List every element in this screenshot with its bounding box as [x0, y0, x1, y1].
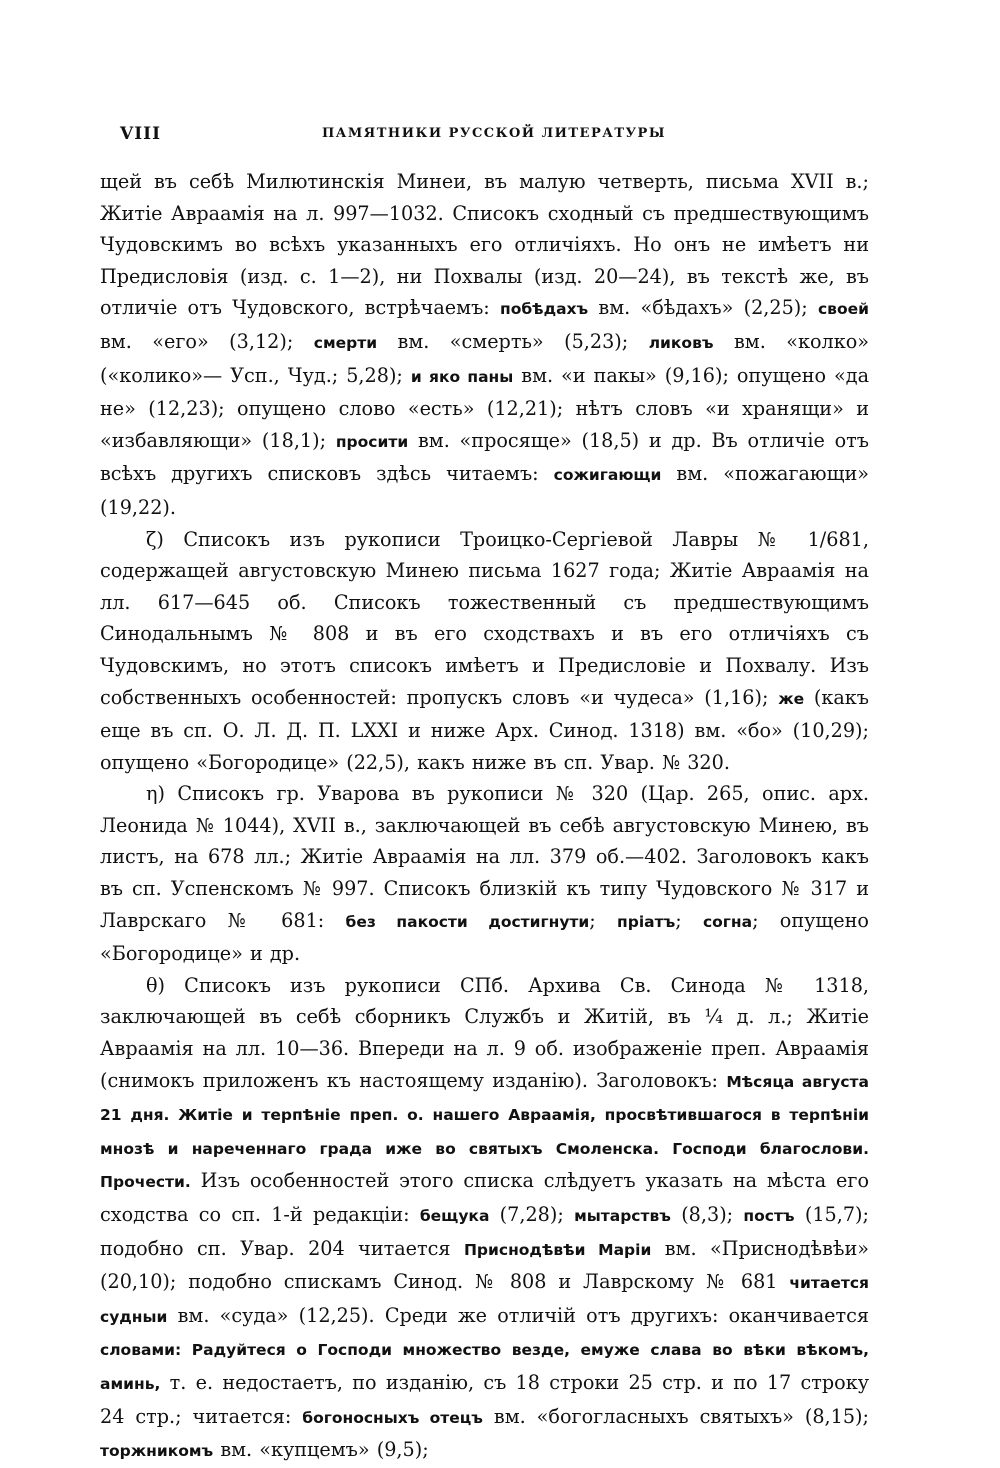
- text-run: вм. «купцемъ» (9,5);: [213, 1438, 429, 1462]
- page-header: [120, 124, 868, 148]
- paragraph-zeta-troitsa-list: [100, 524, 869, 779]
- text-run: вм. «колко» («колико»— Усп., Чуд.; 5,28);: [100, 329, 869, 387]
- church-slavonic-quote: богоносныхъ отецъ: [302, 1408, 483, 1427]
- text-run: ;: [589, 908, 618, 932]
- text-run: т. е. недостаетъ, по изданію, съ 18 строки 25 стр. и по 17 строку 24 стр.; читается:: [100, 1370, 869, 1428]
- text-run: вм. «суда» (12,25). Среди же отличій отъ другихъ: оканчивается: [167, 1303, 869, 1327]
- church-slavonic-quote: смерти: [313, 333, 378, 352]
- church-slavonic-quote: ликовъ: [648, 333, 714, 352]
- text-run: вм. «и пакы» (9,16); опущено «да не» (12,23); опущено слово «есть» (12,21); нѣтъ словъ «и хранящи» и «избавляющи» (18,1);: [100, 363, 870, 452]
- church-slavonic-quote: Приснодѣвѣи Маріи: [463, 1240, 652, 1259]
- text-run: ζ) Списокъ изъ рукописи Троицко-Сергіевой Лавры № 1/681, содержащей августовскую Минею письма 1627 года; Житіе Авраамія на лл. 617—645 об. Списокъ тожественный съ предшествующимъ Синодальнымъ № 808 и въ его сходствахъ и въ его отличіяхъ съ Чудовскимъ, но этотъ списокъ имѣетъ и Предисловіе и Похвалу. Изъ собственныхъ особенностей: пропускъ словъ «и чудеса» (1,16);: [100, 527, 869, 709]
- page-number: VIII: [120, 124, 162, 144]
- text-run: (8,3);: [670, 1203, 744, 1226]
- church-slavonic-quote: своей: [817, 300, 869, 319]
- paragraph-continuation: [100, 166, 869, 524]
- church-slavonic-quote: словами: Радуйтеся о Господи множество везде, емуже слава во вѣки вѣкомъ, аминь,: [100, 1341, 869, 1393]
- church-slavonic-quote: бещука: [419, 1207, 490, 1225]
- text-run: ;: [675, 908, 703, 932]
- text-run: (какъ еще въ сп. О. Л. Д. П. LXXI и ниже Арх. Синод. 1318) вм. «бо» (10,29); опущено «Богородице» (22,5), какъ ниже въ сп. Увар. № 320.: [100, 685, 869, 774]
- text-run: θ) Списокъ изъ рукописи СПб. Архива Св. Синода № 1318, заключающей въ себѣ сборникъ Службъ и Житій, въ ¼ д. л.; Житіе Авраамія на лл. 10—36. Впереди на л. 9 об. изображеніе преп. Авраамія (снимокъ приложенъ къ настоящему изданію). Заголовокъ:: [100, 973, 869, 1092]
- text-run: η) Списокъ гр. Уварова въ рукописи № 320 (Цар. 265, опис. арх. Леонида № 1044), XVII в., заключающей въ себѣ августовскую Минею, въ листъ, на 678 лл.; Житіе Авраамія на лл. 379 об.—402. Заголовокъ какъ въ сп. Успенскомъ № 997. Списокъ близкій къ типу Чудовского № 317 и Лаврскаго № 681:: [100, 782, 869, 932]
- church-slavonic-quote: Мѣсяца августа 21 дня. Житіе и терпѣніе преп. о. нашего Авраамія, просвѣтившагося в терпѣніи мнозѣ и нареченнаго града иже во святыхъ Смоленска. Господи благослови. Прочести.: [100, 1072, 869, 1192]
- text-run: ; опущено «Богородице» и др.: [100, 908, 869, 966]
- church-slavonic-quote: без пакости достигнути: [345, 912, 590, 931]
- paragraph-eta-uvarov-list: [100, 778, 869, 970]
- church-slavonic-quote: торжникомъ: [100, 1442, 214, 1461]
- body-text: [100, 166, 869, 1468]
- church-slavonic-quote: же: [778, 689, 805, 708]
- church-slavonic-quote: мытарствъ: [574, 1207, 671, 1225]
- church-slavonic-quote: постъ: [743, 1207, 795, 1225]
- text-run: вм. «пожагающи» (19,22).: [100, 462, 870, 519]
- text-run: Изъ особенностей этого списка слѣдуетъ указать на мѣста его сходства со сп. 1-й редакціи:: [100, 1169, 869, 1226]
- text-run: (15,7); подобно сп. Увар. 204 читается: [100, 1203, 870, 1260]
- church-slavonic-quote: просити: [335, 432, 409, 451]
- church-slavonic-quote: согна: [702, 912, 753, 931]
- text-run: вм. «богогласныхъ святыхъ» (8,15);: [482, 1404, 869, 1428]
- church-slavonic-quote: сожигающи: [553, 466, 662, 485]
- text-run: вм. «Приснодѣвѣи» (20,10); подобно спискамъ Синод. № 808 и Лаврскому № 681: [100, 1236, 869, 1294]
- church-slavonic-quote: читается судныи: [100, 1274, 869, 1326]
- church-slavonic-quote: пріатъ: [617, 912, 676, 931]
- church-slavonic-quote: побѣдахъ: [499, 300, 589, 319]
- running-title: ПАМЯТНИКИ РУССКОЙ ЛИТЕРАТУРЫ: [322, 126, 666, 141]
- text-run: вм. «бѣдахъ» (2,25);: [588, 296, 818, 320]
- church-slavonic-quote: и яко паны: [410, 367, 514, 386]
- text-run: щей въ себѣ Милютинскія Минеи, въ малую четверть, письма XVII в.; Житіе Авраамія на л. 997—1032. Списокъ сходный съ предшествующимъ Чудовскимъ во всѣхъ указанныхъ его отличіяхъ. Но онъ не имѣетъ ни Предисловія (изд. с. 1—2), ни Похвалы (изд. 20—24), въ текстѣ же, въ отличіе отъ Чудовского, встрѣчаемъ:: [100, 170, 869, 320]
- paragraph-theta-synod-list: [100, 970, 869, 1468]
- text-run: вм. «просяще» (18,5) и др. Въ отличіе отъ всѣхъ другихъ списковъ здѣсь читаемъ:: [100, 428, 869, 486]
- text-run: вм. «смерть» (5,23);: [377, 329, 649, 353]
- text-run: (7,28);: [489, 1203, 575, 1226]
- text-run: вм. «его» (3,12);: [100, 329, 314, 353]
